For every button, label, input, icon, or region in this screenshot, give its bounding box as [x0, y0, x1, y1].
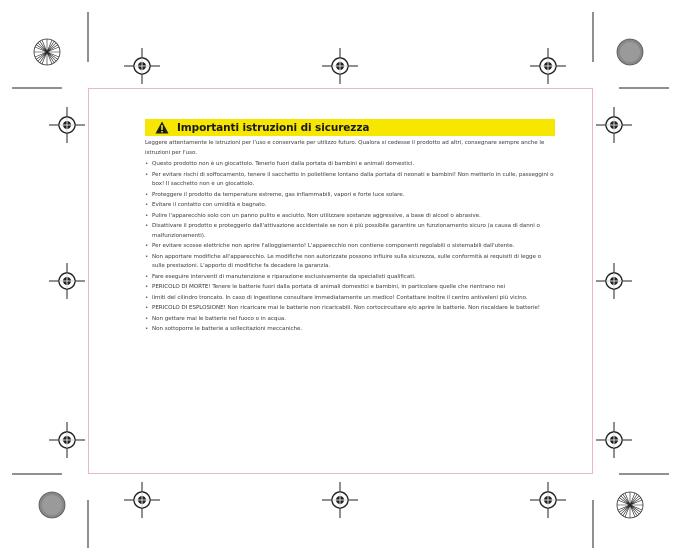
section-title-bar — [145, 119, 555, 136]
section-title: Importanti istruzioni di sicurezza — [177, 121, 370, 134]
warning-triangle-icon — [155, 121, 169, 134]
list-item: • Per evitare scosse elettriche non aprire l'alloggiamento! L'apparecchio non contiene componenti regolabili o sistemabili dall'utente. — [145, 242, 555, 252]
list-item: • PERICOLO DI ESPLOSIONE! Non ricaricare mai le batterie non ricaricabili. Non cortocircuitare e/o aprire le batterie. Non riscaldare le batterie! — [145, 304, 555, 314]
list-item: • Non apportare modifiche all'apparecchio. Le modifiche non autorizzate possono influire sulla sicurezza, sulle conformità ai requisiti di legge o sulle prestazioni. L'apporto di modifiche fa decadere la garanzia. — [145, 253, 555, 272]
safety-list — [145, 160, 555, 335]
list-item: • Non gettare mai le batterie nel fuoco o in acqua. — [145, 315, 555, 325]
list-item: • Pulire l'apparecchio solo con un panno pulito e asciutto. Non utilizzare sostanze aggressive, a base di alcool o abrasive. — [145, 212, 555, 222]
list-item: • Fare eseguire interventi di manutenzione e riparazione esclusivamente da specialisti qualificati. — [145, 273, 555, 283]
list-item: • limiti del cilindro troncato. In caso di ingestione consultare immediatamente un medico! Contattare inoltre il centro antiveleni più vicino. — [145, 294, 555, 304]
list-item: • Evitare il contatto con umidità e bagnato. — [145, 201, 555, 211]
list-item: • Disattivare il prodotto e proteggerlo dall'attivazione accidentale se non è più possibile garantire un funzionamento sicuro (a causa di danni o malfunzionamenti). — [145, 222, 555, 241]
list-item: • Questo prodotto non è un giocattolo. Tenerlo fuori dalla portata di bambini e animali domestici. — [145, 160, 555, 170]
list-item: • Proteggere il prodotto da temperature estreme, gas infiammabili, vapori e forte luce solare. — [145, 191, 555, 201]
list-item: • PERICOLO DI MORTE! Tenere le batterie fuori dalla portata di animali domestici e bambini, in particolare quelle che rientrano nei — [145, 283, 555, 293]
list-item: • Per evitare rischi di soffocamento, tenere il sacchetto in polietilene lontano dalla portata di neonati e bambini! Non metterlo in culle, passeggini o box! Il sacchetto non è un giocattolo. — [145, 171, 555, 190]
intro-text: Leggere attentamente le istruzioni per l'uso e conservarle per utilizzo futuro. Qualora si cedesse il prodotto ad altri, consegnare sempre anche le istruzioni per l'uso. — [145, 140, 545, 156]
safety-section — [145, 119, 555, 336]
list-item: • Non sottoporre le batterie a sollecitazioni meccaniche. — [145, 325, 555, 335]
